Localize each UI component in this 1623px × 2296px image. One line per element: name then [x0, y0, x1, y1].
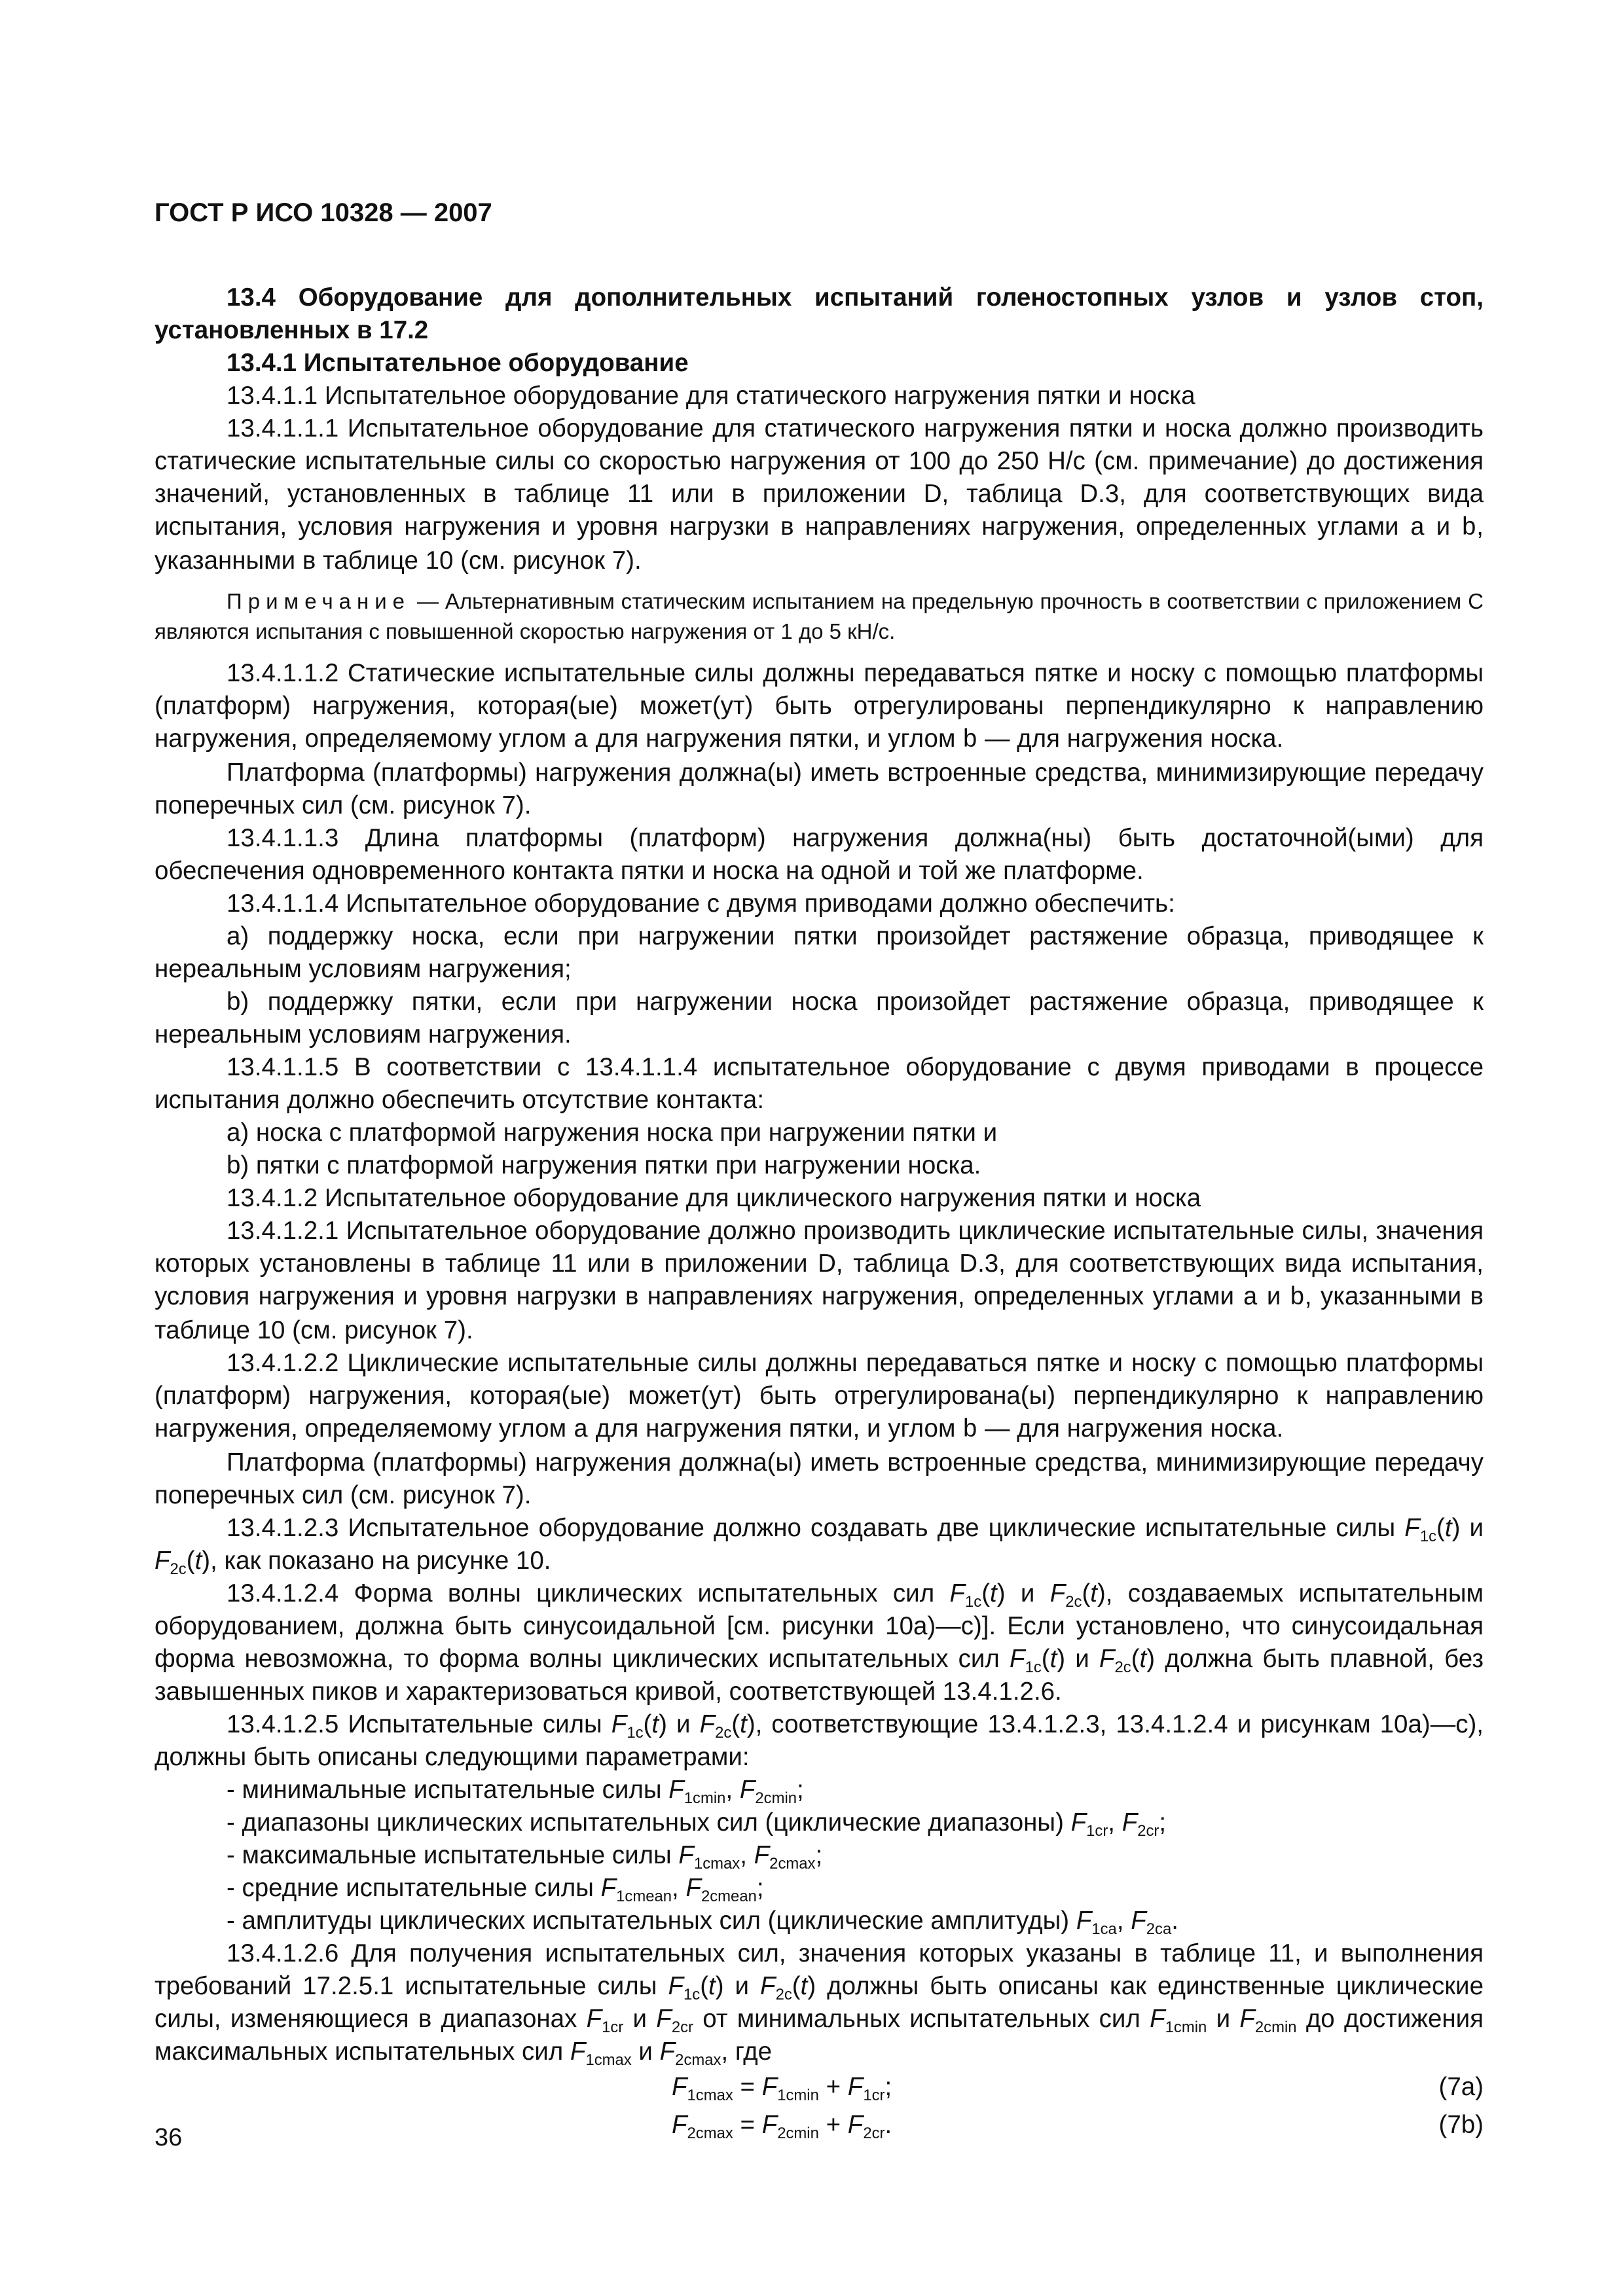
parameter-item: - амплитуды циклических испытательных сил (циклические амплитуды) $F_{1ca}$, $F_{2ca}$.	[227, 1907, 1178, 1938]
equation-number: (7a)	[1438, 2073, 1484, 2101]
list-item-a-1: a) поддержку носка, если при нагружении пятки произойдет растяжение образца, приводящее к нереальным условиям нагружения;	[155, 922, 1484, 983]
equation-7a	[155, 2068, 1484, 2106]
section-13-4-1-heading: 13.4.1 Испытательное оборудование	[227, 349, 689, 377]
clause-13-4-1-1-5: 13.4.1.1.5 В соответствии с 13.4.1.1.4 испытательное оборудование с двумя приводами в процессе испытания должно обеспечить отсутствие контакта:	[155, 1053, 1484, 1114]
clause-13-4-1-1-4: 13.4.1.1.4 Испытательное оборудование с двумя приводами должно обеспечить:	[227, 889, 1175, 918]
list-item-b-2: b) пятки с платформой нагружения пятки при нагружении носка.	[227, 1151, 981, 1179]
list-item-b-1: b) поддержку пятки, если при нагружении носка произойдет растяжение образца, приводящее к нереальным условиям нагружения.	[155, 988, 1484, 1049]
clause-13-4-1-1: 13.4.1.1 Испытательное оборудование для статического нагружения пятки и носка	[227, 382, 1195, 410]
document-header: ГОСТ Р ИСО 10328 — 2007	[155, 198, 492, 227]
clause-13-4-1-1-3: 13.4.1.1.3 Длина платформы (платформ) нагружения должна(ны) быть достаточной(ыми) для обеспечения одновременного контакта пятки и носка на одной и той же платформе.	[155, 824, 1484, 885]
parameters-list	[155, 1774, 1484, 1937]
clause-13-4-1-2-3: 13.4.1.2.3 Испытательное оборудование должно создавать две циклические испытательные силы $F_{1c}(t)$ и $F_{2c}(t)$, как показано на рисунке 10.	[155, 1514, 1484, 1578]
equation-7b	[155, 2106, 1484, 2144]
list-item-a-2: a) носка с платформой нагружения носка при нагружении пятки и	[227, 1119, 998, 1147]
parameter-item: - средние испытательные силы $F_{1cmean}$, $F_{2cmean}$;	[227, 1874, 764, 1905]
clause-13-4-1-2-4: 13.4.1.2.4 Форма волны циклических испытательных сил $F_{1c}(t)$ и $F_{2c}(t)$, создаваемых испытательным оборудованием, должна быть синусоидальной [см. рисунки 10а)—с)]. Если установлено, что синусоидальная форма невозможна, то форма волны циклических испытательных сил $F_{1c}(t)$ и $F_{2c}(t)$ должна быть плавной, без завышенных пиков и характеризоваться кривой, соответствующей 13.4.1.2.6.	[155, 1579, 1484, 1706]
clause-13-4-1-2-6: 13.4.1.2.6 Для получения испытательных сил, значения которых указаны в таблице 11, и выполнения требований 17.2.5.1 испытательные силы $F_{1c}(t)$ и $F_{2c}(t)$ должны быть описаны как единственные циклические силы, изменяющиеся в диапазонах $F_{1cr}$ и $F_{2cr}$ от минимальных испытательных сил $F_{1cmin}$ и $F_{2cmin}$ до достижения максимальных испытательных сил $F_{1cmax}$ и $F_{2cmax}$, где	[155, 1939, 1484, 2069]
note-paragraph: Примечание — Альтернативным статическим испытанием на предельную прочность в соответствии с приложением С являются испытания с повышенной скоростью нагружения от 1 до 5 кН/с.	[155, 589, 1484, 643]
equation-body: $F_{2cmax} = F_{2cmin} + F_{2cr}$.	[672, 2111, 892, 2142]
section-13-4-heading: 13.4 Оборудование для дополнительных испытаний голеностопных узлов и узлов стоп, установленных в 17.2	[155, 283, 1484, 344]
clause-13-4-1-2-2: 13.4.1.2.2 Циклические испытательные силы должны передаваться пятке и носку с помощью платформы (платформ) нагружения, которая(ые) может(ут) быть отрегулирована(ы) перпендикулярно к направлению нагружения, определяемому углом a для нагружения пятки, и углом b — для нагружения носка.	[155, 1349, 1484, 1444]
clause-13-4-1-2: 13.4.1.2 Испытательное оборудование для циклического нагружения пятки и носка	[227, 1184, 1201, 1212]
clause-13-4-1-1-1: 13.4.1.1.1 Испытательное оборудование для статического нагружения пятки и носка должно производить статические испытательные силы со скоростью нагружения от 100 до 250 Н/с (см. примечание) до достижения значений, установленных в таблице 11 или в приложении D, таблица D.3, для соответствующих вида испытания, условия нагружения и уровня нагрузки в направлениях нагружения, определенных углами a и b, указанными в таблице 10 (см. рисунок 7).	[155, 414, 1484, 575]
document-page	[155, 196, 1484, 2144]
platform-paragraph-2: Платформа (платформы) нагружения должна(ы) иметь встроенные средства, минимизирующие передачу поперечных сил (см. рисунок 7).	[155, 1448, 1484, 1509]
clause-13-4-1-2-5: 13.4.1.2.5 Испытательные силы $F_{1c}(t)$ и $F_{2c}(t)$, соответствующие 13.4.1.2.3, 13.4.1.2.4 и рисункам 10а)—с), должны быть описаны следующими параметрами:	[155, 1710, 1484, 1771]
note-label: Примечание	[227, 589, 411, 613]
parameter-item: - минимальные испытательные силы $F_{1cmin}$, $F_{2cmin}$;	[227, 1776, 804, 1807]
page-number: 36	[155, 2124, 183, 2151]
equation-number: (7b)	[1438, 2111, 1484, 2139]
clause-13-4-1-2-1: 13.4.1.2.1 Испытательное оборудование должно производить циклические испытательные силы, значения которых установлены в таблице 11 или в приложении D, таблица D.3, для соответствующих вида испытания, условия нагружения и уровня нагрузки в направлениях нагружения, определенных углами a и b, указанными в таблице 10 (см. рисунок 7).	[155, 1217, 1484, 1344]
parameter-item: - диапазоны циклических испытательных сил (циклические диапазоны) $F_{1cr}$, $F_{2cr}$;	[227, 1808, 1167, 1840]
platform-paragraph-1: Платформа (платформы) нагружения должна(ы) иметь встроенные средства, минимизирующие передачу поперечных сил (см. рисунок 7).	[155, 759, 1484, 819]
equation-body: $F_{1cmax} = F_{1cmin} + F_{1cr}$;	[672, 2073, 892, 2104]
clause-13-4-1-1-2: 13.4.1.1.2 Статические испытательные силы должны передаваться пятке и носку с помощью платформы (платформ) нагружения, которая(ые) может(ут) быть отрегулированы перпендикулярно к направлению нагружения, определяемому углом a для нагружения пятки, и углом b — для нагружения носка.	[155, 659, 1484, 755]
parameter-item: - максимальные испытательные силы $F_{1cmax}$, $F_{2cmax}$;	[227, 1841, 823, 1873]
